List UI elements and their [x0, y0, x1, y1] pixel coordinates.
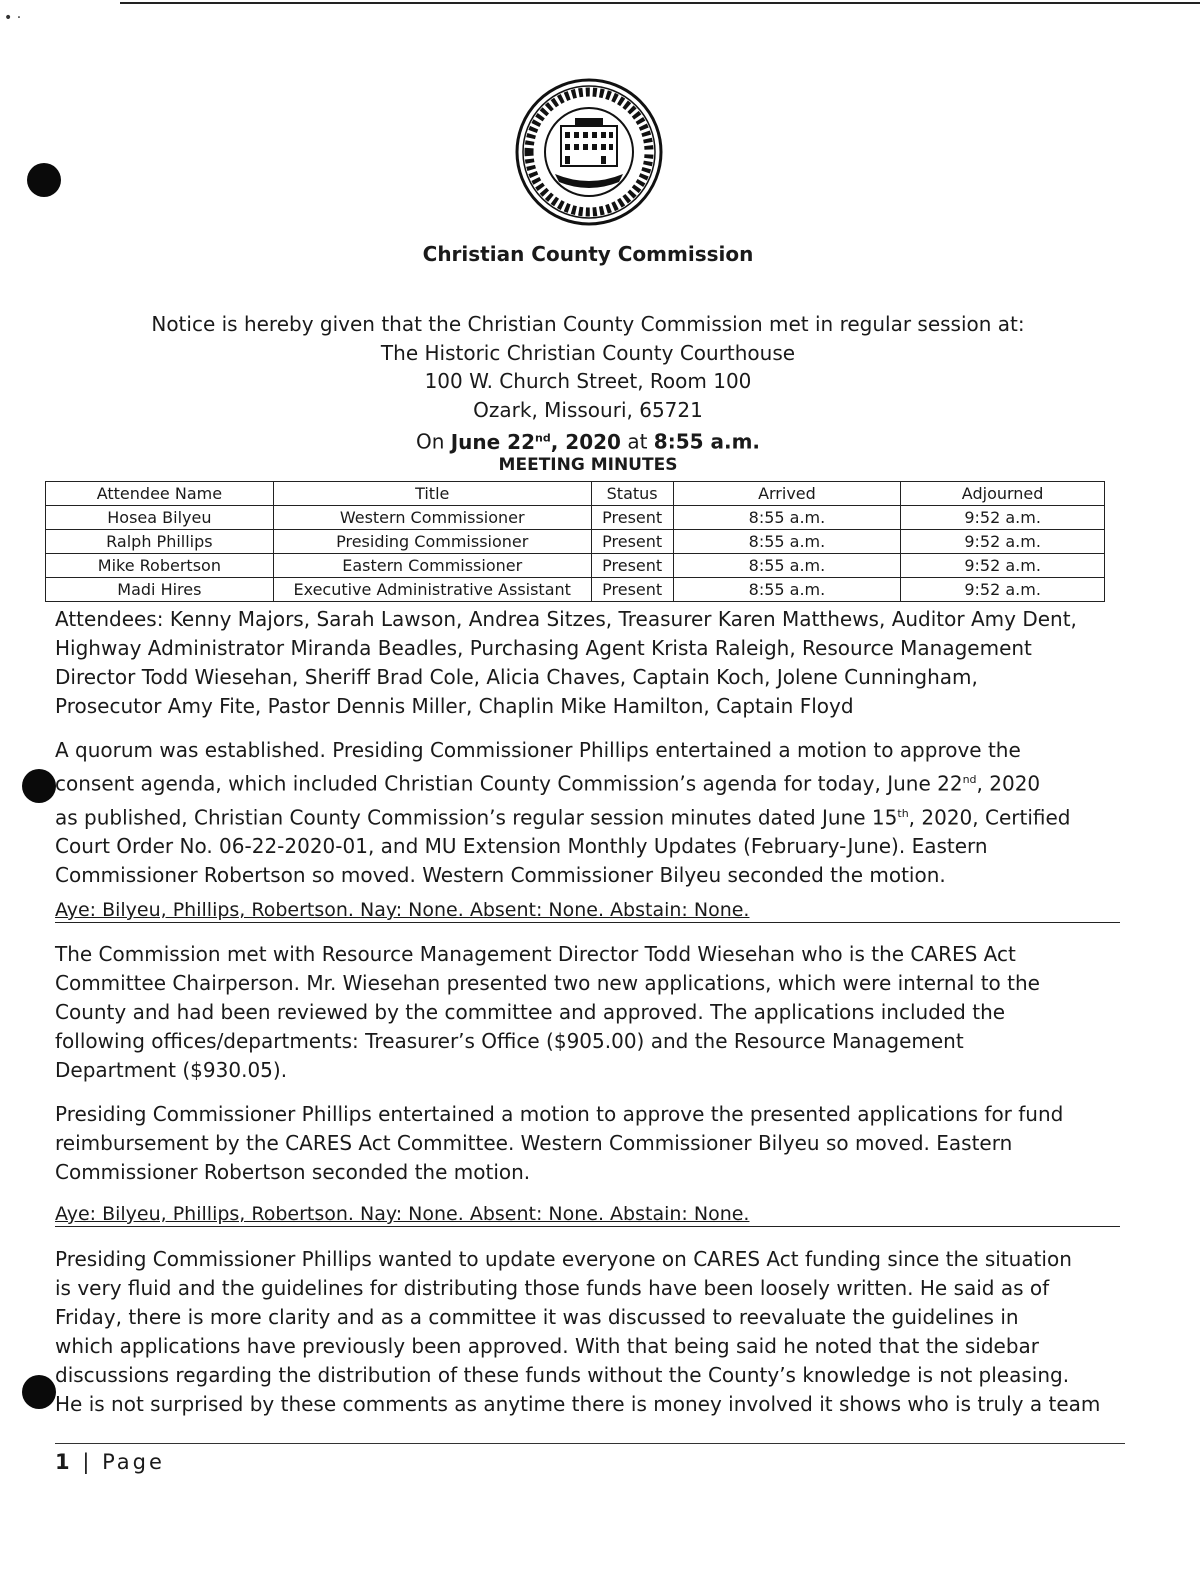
text-line: Attendees: Kenny Majors, Sarah Lawson, Andrea Sitzes, Treasurer Karen Matthews, Auditor Amy Dent, [55, 607, 1077, 631]
attendee-status: Present [591, 578, 673, 602]
text-line: is very fluid and the guidelines for distributing those funds have been loosely written. He said as of [55, 1276, 1050, 1300]
punch-hole-middle [22, 769, 56, 803]
text-line: Commissioner Robertson seconded the motion. [55, 1160, 531, 1184]
text-line: Highway Administrator Miranda Beadles, Purchasing Agent Krista Raleigh, Resource Management [55, 636, 1032, 660]
attendee-adjourned: 9:52 a.m. [901, 554, 1105, 578]
table-row [46, 506, 1105, 530]
table-row [46, 578, 1105, 602]
table-row [46, 554, 1105, 578]
text-line: A quorum was established. Presiding Commissioner Phillips entertained a motion to approve the [55, 738, 1021, 762]
attendee-status: Present [591, 530, 673, 554]
attendee-name: Hosea Bilyeu [46, 506, 274, 530]
reimbursement-motion-paragraph [55, 1100, 1120, 1187]
notice-date-line [0, 424, 1176, 456]
footer-divider [55, 1443, 1125, 1444]
text-line: Department ($930.05). [55, 1058, 288, 1082]
header-status: Status [591, 482, 673, 506]
cares-update-paragraph [55, 1245, 1120, 1419]
meeting-notice [0, 310, 1176, 457]
attendee-adjourned: 9:52 a.m. [901, 506, 1105, 530]
notice-line: The Historic Christian County Courthouse [380, 340, 796, 365]
minutes-heading: MEETING MINUTES [498, 455, 678, 475]
text-line: Court Order No. 06-22-2020-01, and MU Extension Monthly Updates (February-June). Eastern [55, 834, 988, 859]
attendee-status: Present [591, 554, 673, 578]
header-arrived: Arrived [673, 482, 901, 506]
consent-agenda-paragraph [55, 736, 1120, 890]
page-label: | Page [82, 1450, 165, 1474]
text-line: The Commission met with Resource Management Director Todd Wiesehan who is the CARES Act [55, 942, 1016, 966]
notice-date: June 22nd, 2020 [450, 430, 621, 455]
notice-at: at [620, 430, 654, 455]
attendee-adjourned: 9:52 a.m. [901, 530, 1105, 554]
attendee-arrived: 8:55 a.m. [673, 554, 901, 578]
vote-text: Aye: Bilyeu, Phillips, Robertson. Nay: None. Absent: None. Abstain: None. [55, 899, 750, 921]
notice-date-prefix: On [415, 430, 451, 455]
vote-record-1 [55, 898, 1120, 923]
attendees-paragraph [55, 605, 1120, 721]
header-attendee-name: Attendee Name [46, 482, 274, 506]
attendance-table [45, 481, 1105, 602]
notice-line: 100 W. Church Street, Room 100 [424, 369, 752, 394]
text-line: Friday, there is more clarity and as a committee it was discussed to reevaluate the guidelines in [55, 1305, 1019, 1329]
page-number: 1 [55, 1450, 73, 1474]
text-line: Director Todd Wiesehan, Sheriff Brad Cole, Alicia Chaves, Captain Koch, Jolene Cunningham, [55, 665, 978, 689]
attendee-adjourned: 9:52 a.m. [901, 578, 1105, 602]
county-seal-logo [515, 78, 663, 226]
text-line: consent agenda, which included Christian County Commission’s agenda for today, June 22nd, 2020 [55, 771, 1041, 796]
page-footer [55, 1450, 165, 1474]
text-line: reimbursement by the CARES Act Committee. Western Commissioner Bilyeu so moved. Eastern [55, 1131, 1013, 1155]
notice-line: Notice is hereby given that the Christian County Commission met in regular session at: [151, 312, 1025, 336]
text-line: County and had been reviewed by the committee and approved. The applications included the [55, 1000, 1006, 1024]
cares-act-paragraph [55, 940, 1120, 1085]
punch-hole-bottom [22, 1375, 56, 1409]
text-line: Commissioner Robertson so moved. Western Commissioner Bilyeu seconded the motion. [55, 863, 946, 888]
text-line: Presiding Commissioner Phillips wanted to update everyone on CARES Act funding since the situation [55, 1247, 1072, 1271]
text-line: He is not surprised by these comments as anytime there is money involved it shows who is truly a team [55, 1392, 1101, 1416]
notice-time: 8:55 a.m. [653, 430, 761, 455]
attendee-title: Presiding Commissioner [273, 530, 591, 554]
attendee-title: Eastern Commissioner [273, 554, 591, 578]
text-line: which applications have previously been approved. With that being said he noted that the sidebar [55, 1334, 1040, 1358]
notice-line: Ozark, Missouri, 65721 [473, 397, 703, 422]
text-line: following offices/departments: Treasurer’s Office ($905.00) and the Resource Management [55, 1029, 964, 1053]
attendee-arrived: 8:55 a.m. [673, 578, 901, 602]
attendee-title: Executive Administrative Assistant [273, 578, 591, 602]
vote-record-2 [55, 1202, 1120, 1227]
vote-text: Aye: Bilyeu, Phillips, Robertson. Nay: None. Absent: None. Abstain: None. [55, 1203, 750, 1225]
attendee-arrived: 8:55 a.m. [673, 506, 901, 530]
attendee-arrived: 8:55 a.m. [673, 530, 901, 554]
attendee-name: Mike Robertson [46, 554, 274, 578]
text-line: Prosecutor Amy Fite, Pastor Dennis Miller, Chaplin Mike Hamilton, Captain Floyd [55, 694, 854, 718]
text-line: Committee Chairperson. Mr. Wiesehan presented two new applications, which were internal to the [55, 971, 1040, 995]
table-header-row [46, 482, 1105, 506]
scan-artifact: • · [4, 10, 22, 26]
attendee-name: Ralph Phillips [46, 530, 274, 554]
attendee-title: Western Commissioner [273, 506, 591, 530]
attendee-name: Madi Hires [46, 578, 274, 602]
punch-hole-top [27, 163, 61, 197]
text-line: discussions regarding the distribution of these funds without the County’s knowledge is not pleasing. [55, 1363, 1070, 1387]
table-row [46, 530, 1105, 554]
header-title: Title [273, 482, 591, 506]
text-line: as published, Christian County Commission’s regular session minutes dated June 15th, 2020, Certified [55, 805, 1071, 830]
document-title: Christian County Commission [422, 242, 754, 266]
top-scan-edge [120, 2, 1200, 4]
text-line: Presiding Commissioner Phillips entertained a motion to approve the presented applications for fund [55, 1102, 1064, 1126]
attendee-status: Present [591, 506, 673, 530]
header-adjourned: Adjourned [901, 482, 1105, 506]
